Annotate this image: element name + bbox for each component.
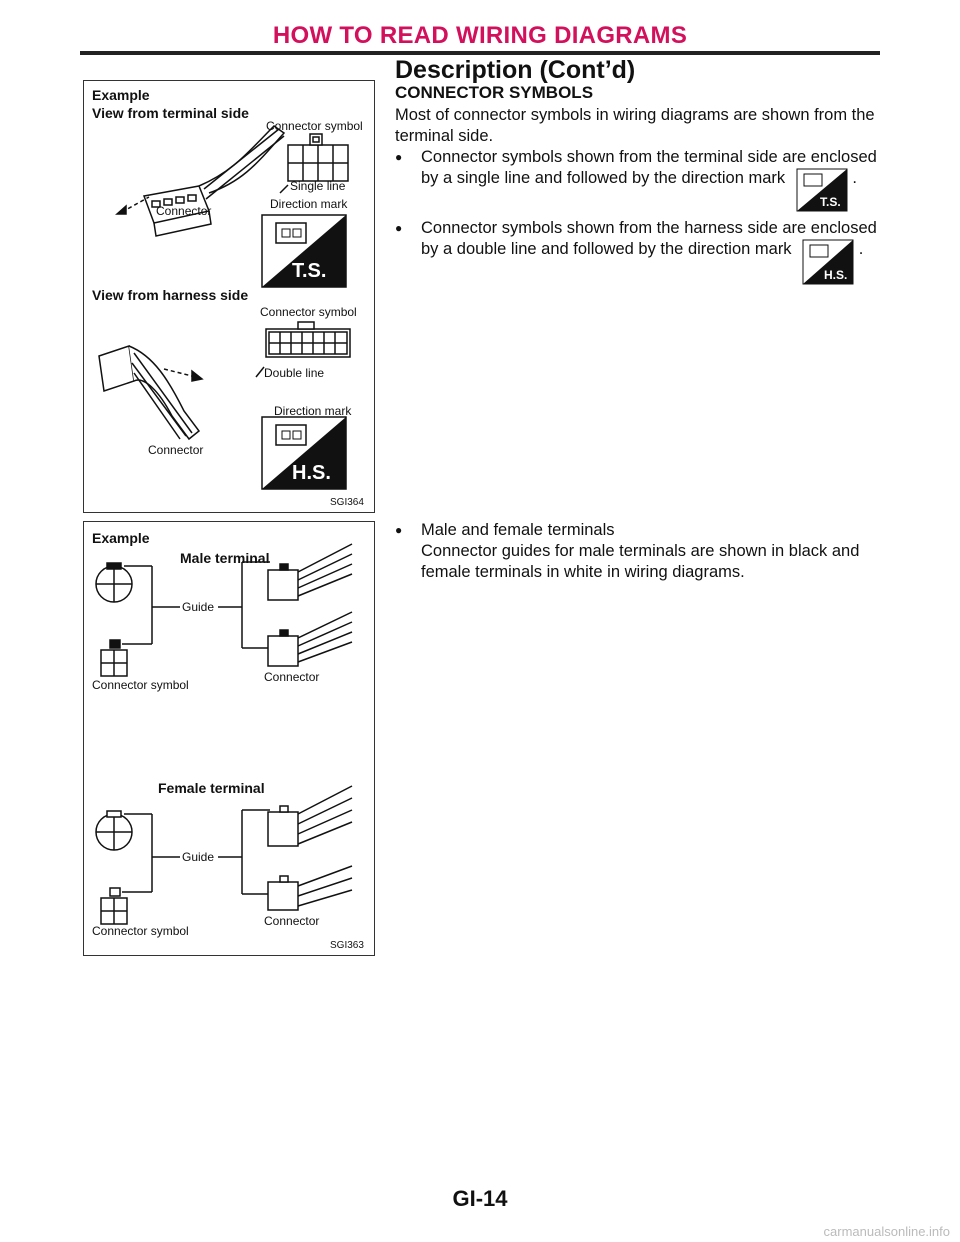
bullet-harness-side bbox=[395, 218, 881, 285]
figure-code: SGI364 bbox=[330, 497, 364, 508]
section-title: CONNECTOR SYMBOLS bbox=[395, 83, 594, 102]
figure-connector-views bbox=[83, 80, 375, 513]
bullet-terminal-side bbox=[395, 147, 881, 212]
connector-label: Connector bbox=[148, 443, 204, 457]
connector-symbol-label: Connector symbol bbox=[260, 305, 357, 319]
female-terminal-label: Female terminal bbox=[158, 780, 265, 796]
bullet-marker: ● bbox=[395, 150, 403, 164]
period: . bbox=[858, 240, 864, 258]
example-label: Example bbox=[92, 87, 150, 103]
direction-mark-label: Direction mark bbox=[270, 197, 348, 211]
connector-symbol-label: Connector symbol bbox=[92, 678, 189, 692]
connector-label: Connector bbox=[264, 670, 320, 684]
hs-direction-mark-icon bbox=[802, 239, 854, 285]
section-header-title: HOW TO READ WIRING DIAGRAMS bbox=[272, 22, 688, 49]
example-label: Example bbox=[92, 530, 150, 546]
period: . bbox=[852, 169, 857, 187]
header-rule bbox=[80, 51, 880, 55]
view-terminal-label: View from terminal side bbox=[92, 105, 249, 121]
bullet-marker: ● bbox=[395, 221, 403, 235]
page-subtitle: Description (Cont’d) bbox=[395, 56, 636, 84]
hs-mark-text: H.S. bbox=[292, 462, 331, 484]
bullet-text: Connector guides for male terminals are shown in black and female terminals in white in wiring diagrams. bbox=[421, 542, 860, 581]
bullet-male-female bbox=[395, 520, 881, 583]
bullet-text: Connector symbols shown from the terminal side are enclosed by a single line and followed by the direction mark bbox=[421, 148, 877, 187]
terminals-section bbox=[395, 520, 881, 583]
bullet-marker: ● bbox=[395, 523, 403, 537]
ts-direction-mark-icon bbox=[796, 168, 848, 212]
double-line-label: Double line bbox=[264, 366, 325, 380]
figure-male-female-terminals bbox=[83, 521, 375, 956]
hs-mark-text: H.S. bbox=[824, 268, 848, 282]
direction-mark-label: Direction mark bbox=[274, 404, 352, 418]
male-terminal-label: Male terminal bbox=[180, 550, 270, 566]
single-line-label: Single line bbox=[290, 179, 346, 193]
terminal-guides-drawing bbox=[84, 522, 374, 955]
figure-code: SGI363 bbox=[330, 940, 364, 951]
connector-label: Connector bbox=[156, 204, 212, 218]
page-number: GI-14 bbox=[452, 1186, 508, 1211]
intro-paragraph: Most of connector symbols in wiring diagrams are shown from the terminal side. bbox=[395, 106, 875, 145]
connector-symbol-label: Connector symbol bbox=[266, 119, 363, 133]
connector-symbol-label: Connector symbol bbox=[92, 924, 189, 938]
connector-symbols-section bbox=[395, 82, 881, 285]
watermark: carmanualsonline.info bbox=[823, 1224, 950, 1239]
guide-label: Guide bbox=[182, 850, 215, 864]
connector-label: Connector bbox=[264, 914, 320, 928]
ts-mark-text: T.S. bbox=[819, 195, 841, 209]
guide-label: Guide bbox=[182, 600, 215, 614]
view-harness-label: View from harness side bbox=[92, 287, 249, 303]
bullet-text: Connector symbols shown from the harness side are enclosed by a double line and followed by the direction mark bbox=[421, 219, 877, 258]
ts-mark-text: T.S. bbox=[292, 260, 327, 282]
bullet-title: Male and female terminals bbox=[421, 521, 615, 539]
